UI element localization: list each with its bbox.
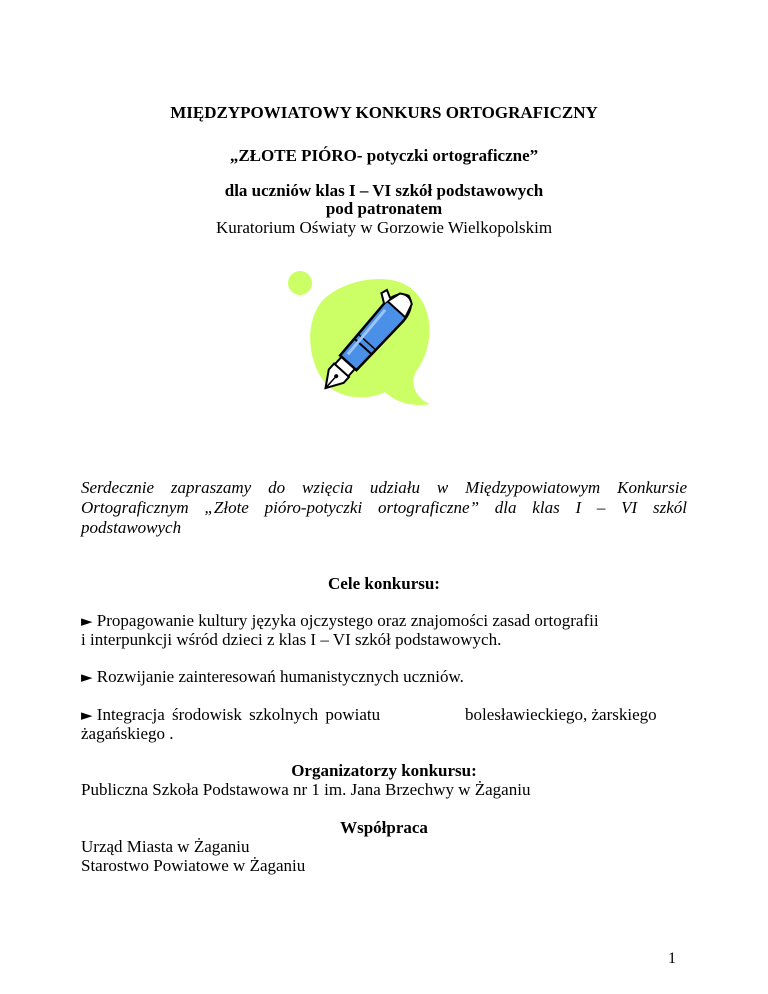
audience-line-1: dla uczniów klas I – VI szkół podstawowych xyxy=(224,181,544,200)
organizer-name: Publiczna Szkoła Podstawowa nr 1 im. Jana Brzechwy w Żaganiu xyxy=(81,780,531,799)
goal-1-text: Propagowanie kultury języka ojczystego oraz znajomości zasad ortografii xyxy=(96,611,599,630)
invitation-line-1: Serdecznie zapraszamy do wzięcia udziału w Międzypowiatowym Konkursie xyxy=(81,478,687,497)
bullet-icon: ► xyxy=(81,668,93,686)
cooperation-heading: Współpraca xyxy=(340,818,428,837)
goal-item-2 xyxy=(81,667,464,687)
invitation-line-3: podstawowych xyxy=(81,518,182,537)
fountain-pen-icon xyxy=(285,270,445,410)
cooperation-partner-2: Starostwo Powiatowe w Żaganiu xyxy=(81,856,306,875)
small-blob xyxy=(288,271,312,295)
document-subtitle: „ZŁOTE PIÓRO- potyczki ortograficzne” xyxy=(229,146,539,165)
goal-3-text-a: Integracja środowisk szkolnych powiatu xyxy=(96,705,381,724)
cooperation-partner-1: Urząd Miasta w Żaganiu xyxy=(81,837,250,856)
bullet-icon: ► xyxy=(81,612,93,630)
invitation-line-2: Ortograficznym „Złote pióro-potyczki ortograficzne” dla klas I – VI szkól xyxy=(81,498,687,517)
organizers-heading: Organizatorzy konkursu: xyxy=(291,761,477,780)
page-number: 1 xyxy=(668,950,676,967)
goal-3-text-b: bolesławieckiego, żarskiego xyxy=(465,705,657,724)
goals-heading: Cele konkursu: xyxy=(328,574,440,593)
document-title: MIĘDZYPOWIATOWY KONKURS ORTOGRAFICZNY xyxy=(170,103,598,122)
goal-2-text: Rozwijanie zainteresowań humanistycznych uczniów. xyxy=(96,667,464,686)
bullet-icon: ► xyxy=(81,706,93,724)
goal-item-3 xyxy=(81,705,380,725)
goal-item-3-continuation: żagańskiego . xyxy=(81,724,174,743)
patron-line: Kuratorium Oświaty w Gorzowie Wielkopolskim xyxy=(215,218,553,237)
goal-item-1-continuation: i interpunkcji wśród dzieci z klas I – VI szkół podstawowych. xyxy=(81,630,502,649)
goal-item-1 xyxy=(81,611,599,631)
audience-line-2: pod patronatem xyxy=(325,199,443,218)
